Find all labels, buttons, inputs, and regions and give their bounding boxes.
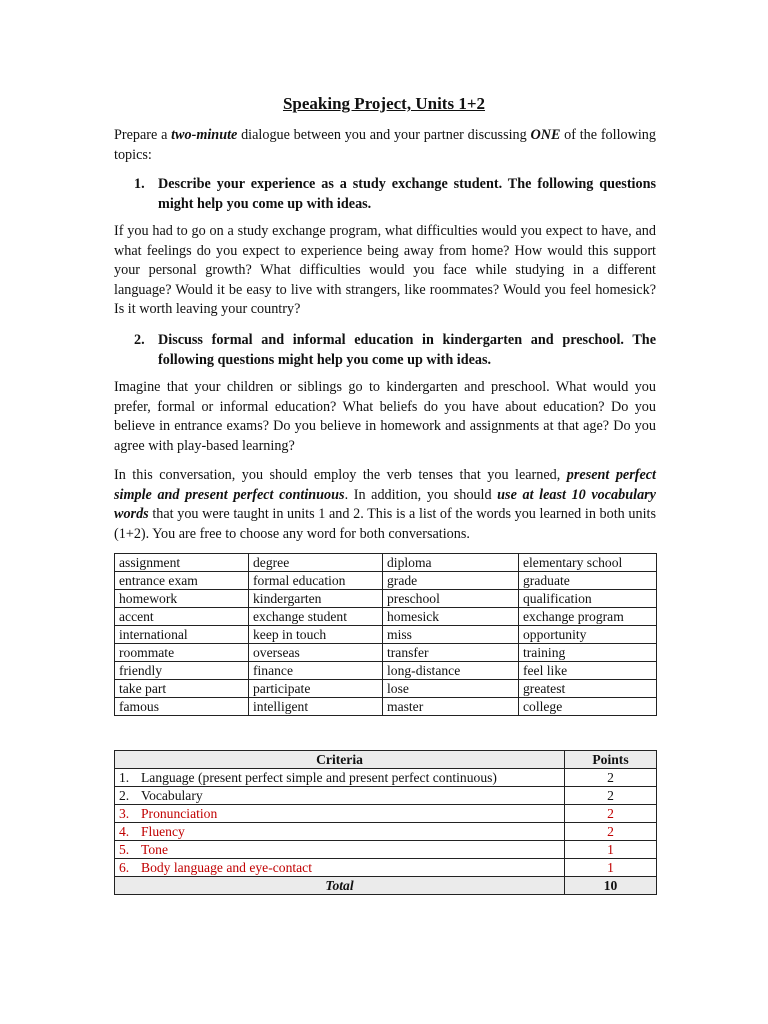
instructions-emphasis-tenses: present perfect simple and present perfect continuous [114, 467, 656, 503]
instructions-paragraph [114, 466, 656, 544]
criteria-row [115, 841, 657, 859]
vocabulary-word: kindergarten [249, 590, 383, 608]
intro-text: Prepare a [114, 127, 172, 143]
vocabulary-word: training [519, 644, 657, 662]
vocabulary-word: entrance exam [115, 572, 249, 590]
criteria-number: 1. [119, 770, 130, 785]
instructions-emphasis-vocabulary: use at least 10 vocabulary words [114, 486, 656, 523]
instructions-text: . In addition, you should [344, 486, 498, 503]
intro-emphasis-duration: two-minute [171, 127, 238, 143]
criteria-label: Fluency [141, 824, 185, 839]
criteria-label: Tone [141, 842, 168, 857]
criteria-column-header: Criteria [115, 751, 565, 769]
vocabulary-word: diploma [383, 554, 519, 572]
criteria-label: Vocabulary [141, 788, 203, 803]
criteria-number: 3. [119, 806, 130, 821]
vocabulary-word: finance [249, 662, 383, 680]
total-points: 10 [565, 877, 657, 895]
vocabulary-word: participate [249, 680, 383, 698]
vocabulary-row [115, 608, 657, 626]
criteria-points: 2 [565, 823, 657, 841]
vocabulary-word: greatest [519, 680, 657, 698]
topic-1-body: If you had to go on a study exchange program, what difficulties would you expect to have, and what feelings do you expect to experience being away from home? How would this support your personal growth? What difficulties would you face while studying in a different language? Would it be easy to live with strangers, like roommates? Would you feel homesick? Is it worth leaving your country? [114, 223, 656, 318]
vocabulary-row [115, 662, 657, 680]
intro-paragraph [114, 126, 656, 165]
criteria-number: 6. [119, 860, 130, 875]
vocabulary-word: lose [383, 680, 519, 698]
vocabulary-table [114, 553, 657, 716]
criteria-number: 2. [119, 788, 130, 803]
criteria-label-cell [115, 823, 565, 841]
criteria-row [115, 769, 657, 787]
topic-2-heading [134, 331, 656, 370]
criteria-label-cell [115, 841, 565, 859]
vocabulary-word: homework [115, 590, 249, 608]
vocabulary-row [115, 698, 657, 716]
topic-number: 1. [134, 176, 145, 192]
criteria-number: 4. [119, 824, 130, 839]
vocabulary-word: accent [115, 608, 249, 626]
criteria-label: Body language and eye-contact [141, 860, 312, 875]
topic-2-body: Imagine that your children or siblings go to kindergarten and preschool. What would you prefer, formal or informal education? What beliefs do you have about education? Do you believe in entrance exams? Do you believe in homework and assignments at that age? Do you agree with play-based learning? [114, 379, 656, 454]
criteria-points: 2 [565, 787, 657, 805]
criteria-label-cell [115, 859, 565, 877]
criteria-label-cell [115, 805, 565, 823]
instructions-text: In this conversation, you should employ the verb tenses that you learned, [114, 467, 567, 483]
vocabulary-word: feel like [519, 662, 657, 680]
intro-text: dialogue between you and your partner discussing [237, 127, 531, 143]
vocabulary-row [115, 626, 657, 644]
topic-heading-text: Describe your experience as a study exchange student. The following questions might help you come up with ideas. [158, 176, 656, 212]
criteria-table [114, 750, 657, 895]
vocabulary-word: homesick [383, 608, 519, 626]
vocabulary-word: international [115, 626, 249, 644]
vocabulary-row [115, 572, 657, 590]
criteria-number: 5. [119, 842, 130, 857]
vocabulary-word: graduate [519, 572, 657, 590]
topic-1-heading [134, 175, 656, 214]
vocabulary-word: assignment [115, 554, 249, 572]
vocabulary-word: transfer [383, 644, 519, 662]
vocabulary-word: elementary school [519, 554, 657, 572]
vocabulary-row [115, 590, 657, 608]
vocabulary-word: qualification [519, 590, 657, 608]
criteria-header-row [115, 751, 657, 769]
criteria-label: Pronunciation [141, 806, 218, 821]
criteria-table-body [115, 769, 657, 877]
criteria-points: 2 [565, 805, 657, 823]
vocabulary-word: degree [249, 554, 383, 572]
vocabulary-word: intelligent [249, 698, 383, 716]
criteria-row [115, 805, 657, 823]
total-label: Total [115, 877, 565, 895]
vocabulary-word: formal education [249, 572, 383, 590]
vocabulary-word: miss [383, 626, 519, 644]
intro-emphasis-one: ONE [530, 127, 561, 143]
vocabulary-word: long-distance [383, 662, 519, 680]
intro-text: of the following topics: [114, 127, 656, 163]
vocabulary-row [115, 680, 657, 698]
vocabulary-row [115, 554, 657, 572]
vocabulary-word: exchange program [519, 608, 657, 626]
vocabulary-word: overseas [249, 644, 383, 662]
criteria-points: 1 [565, 859, 657, 877]
topic-number: 2. [134, 332, 145, 348]
total-row [115, 877, 657, 895]
vocabulary-table-body [115, 554, 657, 716]
criteria-row [115, 787, 657, 805]
topic-heading-text: Discuss formal and informal education in kindergarten and preschool. The following questions might help you come up with ideas. [158, 332, 656, 368]
criteria-label-cell [115, 787, 565, 805]
page-title: Speaking Project, Units 1+2 [282, 94, 486, 113]
vocabulary-word: roommate [115, 644, 249, 662]
criteria-row [115, 823, 657, 841]
criteria-label: Language (present perfect simple and present perfect continuous) [141, 770, 497, 785]
criteria-label-cell [115, 769, 565, 787]
instructions-text: that you were taught in units 1 and 2. This is a list of the words you learned in both units (1+2). You are free to choose any word for both conversations. [114, 506, 656, 542]
vocabulary-word: famous [115, 698, 249, 716]
vocabulary-word: grade [383, 572, 519, 590]
vocabulary-word: preschool [383, 590, 519, 608]
vocabulary-word: college [519, 698, 657, 716]
vocabulary-word: exchange student [249, 608, 383, 626]
vocabulary-word: master [383, 698, 519, 716]
vocabulary-word: take part [115, 680, 249, 698]
points-column-header: Points [565, 751, 657, 769]
vocabulary-word: keep in touch [249, 626, 383, 644]
criteria-row [115, 859, 657, 877]
criteria-points: 1 [565, 841, 657, 859]
vocabulary-row [115, 644, 657, 662]
vocabulary-word: opportunity [519, 626, 657, 644]
criteria-points: 2 [565, 769, 657, 787]
vocabulary-word: friendly [115, 662, 249, 680]
